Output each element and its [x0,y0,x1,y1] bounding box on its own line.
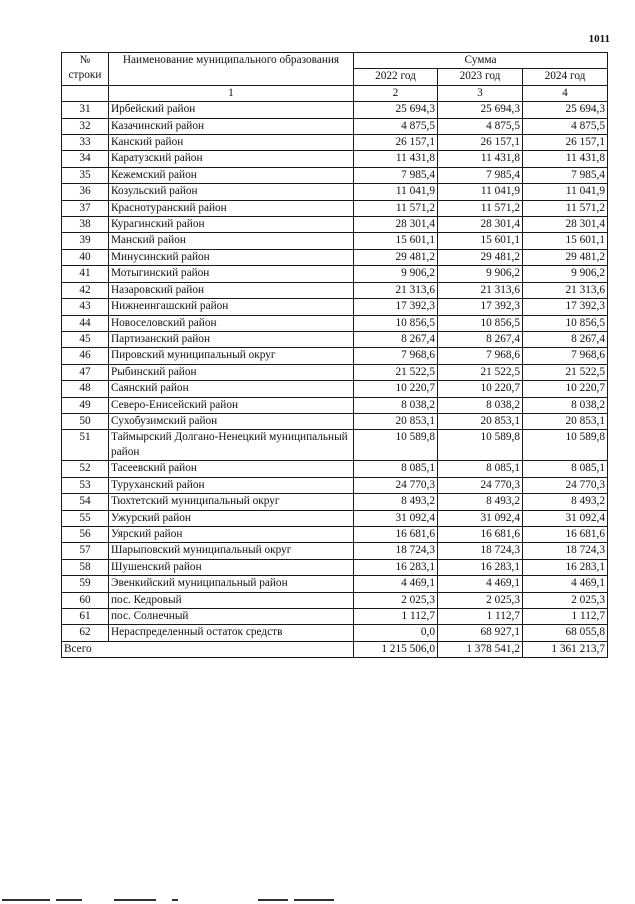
amount-2023: 26 157,1 [438,135,523,151]
amount-2022: 28 301,4 [354,217,438,233]
municipality-name: Таймырский Долгано-Ненецкий муниципальный район [109,430,354,461]
amount-2023: 7 985,4 [438,167,523,183]
table-row [62,494,608,510]
amount-2023: 9 906,2 [438,266,523,282]
row-number: 37 [62,200,109,216]
amount-2022: 11 041,9 [354,184,438,200]
amount-2023: 11 431,8 [438,151,523,167]
amount-2024: 21 522,5 [523,364,608,380]
row-number: 51 [62,430,109,461]
table-row [62,364,608,380]
amount-2023: 68 927,1 [438,625,523,641]
amount-2024: 8 493,2 [523,494,608,510]
table-row [62,510,608,526]
municipality-name: Нижнеингашский район [109,299,354,315]
row-number: 40 [62,249,109,265]
amount-2023: 10 856,5 [438,315,523,331]
amount-2023: 31 092,4 [438,510,523,526]
table-row [62,266,608,282]
amount-2022: 11 571,2 [354,200,438,216]
amount-2022: 8 038,2 [354,397,438,413]
table-body [62,102,608,642]
amount-2022: 21 313,6 [354,282,438,298]
amount-2022: 15 601,1 [354,233,438,249]
municipality-name: Минусинский район [109,249,354,265]
municipality-name: Казачинский район [109,118,354,134]
municipality-name: Шарыповский муниципальный округ [109,543,354,559]
amount-2024: 25 694,3 [523,102,608,118]
row-number: 55 [62,510,109,526]
amount-2022: 16 681,6 [354,526,438,542]
municipality-name: Тасеевский район [109,461,354,477]
table-row [62,592,608,608]
row-number: 60 [62,592,109,608]
municipality-name: Рыбинский район [109,364,354,380]
row-number: 57 [62,543,109,559]
amount-2022: 31 092,4 [354,510,438,526]
row-number: 49 [62,397,109,413]
row-number: 47 [62,364,109,380]
total-2022: 1 215 506,0 [354,641,438,657]
amount-2024: 26 157,1 [523,135,608,151]
table-row [62,526,608,542]
amount-2024: 17 392,3 [523,299,608,315]
row-number: 61 [62,609,109,625]
table-row [62,151,608,167]
table-row [62,249,608,265]
amount-2024: 16 681,6 [523,526,608,542]
amount-2023: 18 724,3 [438,543,523,559]
row-number: 58 [62,559,109,575]
table-row [62,348,608,364]
table-row [62,315,608,331]
table-row [62,559,608,575]
table-row [62,299,608,315]
municipality-name: Каратузский район [109,151,354,167]
amount-2023: 25 694,3 [438,102,523,118]
row-number: 53 [62,477,109,493]
municipality-name: Эвенкийский муниципальный район [109,576,354,592]
row-number: 59 [62,576,109,592]
amount-2024: 8 085,1 [523,461,608,477]
table-row [62,477,608,493]
municipality-name: Уярский район [109,526,354,542]
table-row [62,282,608,298]
amount-2024: 8 267,4 [523,331,608,347]
table-row [62,233,608,249]
footer-scan-marks [0,899,340,902]
amount-2023: 8 267,4 [438,331,523,347]
amount-2023: 11 041,9 [438,184,523,200]
municipality-name: Манский район [109,233,354,249]
amount-2022: 25 694,3 [354,102,438,118]
row-number: 38 [62,217,109,233]
column-number-row [62,85,608,101]
amount-2022: 10 856,5 [354,315,438,331]
amount-2023: 16 681,6 [438,526,523,542]
amount-2023: 2 025,3 [438,592,523,608]
amount-2023: 10 589,8 [438,430,523,461]
header-num-label: строки [68,69,102,82]
municipality-name: Канский район [109,135,354,151]
municipality-name: Саянский район [109,381,354,397]
amount-2024: 18 724,3 [523,543,608,559]
amount-2023: 11 571,2 [438,200,523,216]
row-number: 34 [62,151,109,167]
header-sum: Сумма [354,53,608,69]
amount-2024: 11 431,8 [523,151,608,167]
allocation-table [61,52,608,658]
amount-2024: 11 041,9 [523,184,608,200]
amount-2024: 10 220,7 [523,381,608,397]
amount-2022: 8 267,4 [354,331,438,347]
table-row [62,200,608,216]
municipality-name: Ирбейский район [109,102,354,118]
table-row [62,135,608,151]
row-number: 35 [62,167,109,183]
municipality-name: пос. Солнечный [109,609,354,625]
amount-2024: 28 301,4 [523,217,608,233]
municipality-name: Сухобузимский район [109,413,354,429]
amount-2022: 7 968,6 [354,348,438,364]
amount-2022: 4 469,1 [354,576,438,592]
amount-2023: 7 968,6 [438,348,523,364]
amount-2022: 17 392,3 [354,299,438,315]
amount-2023: 8 493,2 [438,494,523,510]
amount-2023: 4 875,5 [438,118,523,134]
amount-2022: 11 431,8 [354,151,438,167]
amount-2022: 8 493,2 [354,494,438,510]
amount-2024: 15 601,1 [523,233,608,249]
table-row [62,102,608,118]
amount-2022: 29 481,2 [354,249,438,265]
table-row [62,430,608,461]
amount-2022: 8 085,1 [354,461,438,477]
table-row [62,118,608,134]
amount-2023: 8 085,1 [438,461,523,477]
municipality-name: Козульский район [109,184,354,200]
header-year-2023: 2023 год [438,69,523,85]
amount-2024: 20 853,1 [523,413,608,429]
amount-2022: 16 283,1 [354,559,438,575]
row-number: 33 [62,135,109,151]
amount-2022: 9 906,2 [354,266,438,282]
header-year-2022: 2022 год [354,69,438,85]
amount-2024: 7 985,4 [523,167,608,183]
municipality-name: Новоселовский район [109,315,354,331]
amount-2024: 24 770,3 [523,477,608,493]
amount-2024: 10 589,8 [523,430,608,461]
amount-2024: 8 038,2 [523,397,608,413]
amount-2024: 10 856,5 [523,315,608,331]
row-number: 52 [62,461,109,477]
municipality-name: Тюхтетский муниципальный округ [109,494,354,510]
row-number: 46 [62,348,109,364]
amount-2023: 8 038,2 [438,397,523,413]
total-row [62,641,608,657]
table-row [62,576,608,592]
row-number: 62 [62,625,109,641]
amount-2022: 21 522,5 [354,364,438,380]
page-number: 1011 [588,33,610,45]
total-label: Всего [62,641,354,657]
row-number: 56 [62,526,109,542]
amount-2022: 26 157,1 [354,135,438,151]
row-number: 42 [62,282,109,298]
municipality-name: Партизанский район [109,331,354,347]
amount-2022: 0,0 [354,625,438,641]
municipality-name: Нераспределенный остаток средств [109,625,354,641]
row-number: 50 [62,413,109,429]
row-number: 45 [62,331,109,347]
header-year-2024: 2024 год [523,69,608,85]
total-2023: 1 378 541,2 [438,641,523,657]
municipality-name: Северо-Енисейский район [109,397,354,413]
municipality-name: Курагинский район [109,217,354,233]
header-name: Наименование муниципального образования [109,53,354,86]
table-row [62,331,608,347]
header-row-number [62,53,109,86]
table-row [62,461,608,477]
table-row [62,381,608,397]
amount-2023: 21 522,5 [438,364,523,380]
row-number: 48 [62,381,109,397]
table-row [62,184,608,200]
amount-2024: 29 481,2 [523,249,608,265]
row-number: 31 [62,102,109,118]
row-number: 44 [62,315,109,331]
table-row [62,167,608,183]
table-row [62,625,608,641]
amount-2024: 2 025,3 [523,592,608,608]
amount-2022: 2 025,3 [354,592,438,608]
municipality-name: Ужурский район [109,510,354,526]
table-row [62,397,608,413]
column-number-3: 3 [438,85,523,101]
amount-2023: 16 283,1 [438,559,523,575]
municipality-name: Кежемский район [109,167,354,183]
amount-2024: 68 055,8 [523,625,608,641]
row-number: 32 [62,118,109,134]
row-number: 43 [62,299,109,315]
municipality-name: Краснотуранский район [109,200,354,216]
row-number: 54 [62,494,109,510]
amount-2022: 7 985,4 [354,167,438,183]
column-number-4: 4 [523,85,608,101]
amount-2023: 10 220,7 [438,381,523,397]
municipality-name: Туруханский район [109,477,354,493]
municipality-name: пос. Кедровый [109,592,354,608]
amount-2023: 29 481,2 [438,249,523,265]
amount-2022: 10 589,8 [354,430,438,461]
amount-2022: 18 724,3 [354,543,438,559]
municipality-name: Шушенский район [109,559,354,575]
total-2024: 1 361 213,7 [523,641,608,657]
amount-2023: 17 392,3 [438,299,523,315]
amount-2023: 24 770,3 [438,477,523,493]
amount-2022: 20 853,1 [354,413,438,429]
amount-2024: 1 112,7 [523,609,608,625]
amount-2022: 10 220,7 [354,381,438,397]
table-row [62,413,608,429]
table-row [62,217,608,233]
municipality-name: Мотыгинский район [109,266,354,282]
amount-2024: 7 968,6 [523,348,608,364]
row-number: 41 [62,266,109,282]
municipality-name: Пировский муниципальный округ [109,348,354,364]
amount-2024: 31 092,4 [523,510,608,526]
amount-2024: 4 875,5 [523,118,608,134]
amount-2024: 21 313,6 [523,282,608,298]
amount-2024: 11 571,2 [523,200,608,216]
amount-2024: 9 906,2 [523,266,608,282]
amount-2023: 15 601,1 [438,233,523,249]
row-number: 39 [62,233,109,249]
amount-2023: 20 853,1 [438,413,523,429]
header-num-symbol: № [79,54,91,66]
table-row [62,609,608,625]
column-number-blank [62,85,109,101]
amount-2023: 4 469,1 [438,576,523,592]
amount-2023: 1 112,7 [438,609,523,625]
amount-2024: 4 469,1 [523,576,608,592]
amount-2022: 1 112,7 [354,609,438,625]
amount-2022: 24 770,3 [354,477,438,493]
municipality-name: Назаровский район [109,282,354,298]
row-number: 36 [62,184,109,200]
amount-2023: 21 313,6 [438,282,523,298]
amount-2024: 16 283,1 [523,559,608,575]
table-row [62,543,608,559]
amount-2023: 28 301,4 [438,217,523,233]
column-number-1: 1 [109,85,354,101]
amount-2022: 4 875,5 [354,118,438,134]
column-number-2: 2 [354,85,438,101]
